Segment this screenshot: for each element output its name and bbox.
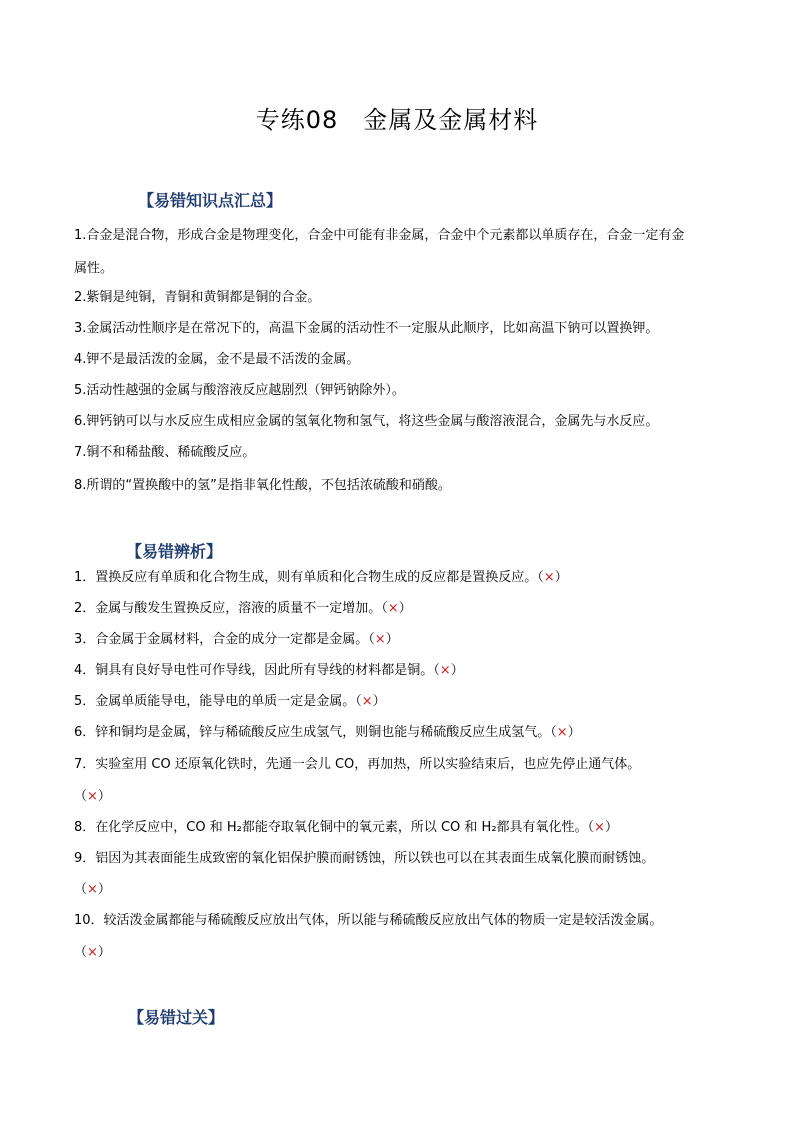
- wrong-mark: ×: [556, 725, 568, 740]
- knowledge-item: 4.钾不是最活泼的金属，金不是最不活泼的金属。: [74, 352, 360, 367]
- section-heading-analysis: 【易错辨析】: [126, 542, 223, 561]
- knowledge-item: 2.紫铜是纯铜，青铜和黄铜都是铜的合金。: [74, 290, 321, 305]
- section-heading-practice: 【易错过关】: [128, 1008, 225, 1027]
- analysis-item: 4．铜具有良好导电性可作导线，因此所有导线的材料都是铜。（×）: [74, 663, 464, 678]
- wrong-mark: ×: [594, 820, 605, 835]
- analysis-item: 3．合金属于金属材料，合金的成分一定都是金属。（×）: [74, 632, 399, 647]
- page-title: 专练08 金属及金属材料: [255, 106, 539, 134]
- analysis-item-continuation: （×）: [74, 789, 111, 804]
- analysis-item: 9．铝因为其表面能生成致密的氧化铝保护膜而耐锈蚀，所以铁也可以在其表面生成氧化膜而耐锈蚀。: [74, 851, 655, 866]
- wrong-mark: ×: [387, 601, 399, 616]
- wrong-mark: ×: [374, 632, 386, 647]
- wrong-mark: ×: [87, 882, 98, 897]
- analysis-item: 1．置换反应有单质和化合物生成，则有单质和化合物生成的反应都是置换反应。（×）: [74, 570, 568, 585]
- knowledge-item: 3.金属活动性顺序是在常况下的，高温下金属的活动性不一定服从此顺序，比如高温下钠可以置换钾。: [74, 321, 659, 336]
- analysis-item-continuation: （×）: [74, 945, 111, 960]
- wrong-mark: ×: [87, 945, 98, 960]
- wrong-mark: ×: [439, 663, 451, 678]
- knowledge-item: 7.铜不和稀盐酸、稀硫酸反应。: [74, 445, 256, 460]
- section-heading-knowledge: 【易错知识点汇总】: [138, 191, 283, 210]
- knowledge-item: 8.所谓的“置换酸中的氢”是指非氧化性酸，不包括浓硫酸和硝酸。: [74, 478, 451, 493]
- wrong-mark: ×: [87, 789, 98, 804]
- knowledge-item: 5.活动性越强的金属与酸溶液反应越剧烈（钾钙钠除外）。: [74, 383, 405, 398]
- analysis-item: 10．较活泼金属都能与稀硫酸反应放出气体，所以能与稀硫酸反应放出气体的物质一定是较活泼金属。: [74, 913, 663, 928]
- wrong-mark: ×: [361, 694, 373, 709]
- wrong-mark: ×: [543, 570, 555, 585]
- analysis-item: 6．锌和铜均是金属，锌与稀硫酸反应生成氢气，则铜也能与稀硫酸反应生成氢气。（×）: [74, 725, 581, 740]
- analysis-item: 2．金属与酸发生置换反应，溶液的质量不一定增加。（×）: [74, 601, 412, 616]
- analysis-item: 8．在化学反应中，CO 和 H₂都能夺取氧化铜中的氧元素，所以 CO 和 H₂都具有氧化性。（×）: [74, 820, 618, 835]
- knowledge-item: 6.钾钙钠可以与水反应生成相应金属的氢氧化物和氢气，将这些金属与酸溶液混合，金属先与水反应。: [74, 414, 659, 429]
- analysis-item: 7．实验室用 CO 还原氧化铁时，先通一会儿 CO，再加热，所以实验结束后，也应先停止通气体。: [74, 757, 641, 772]
- knowledge-item: 属性。: [74, 261, 114, 276]
- analysis-item: 5．金属单质能导电，能导电的单质一定是金属。（×）: [74, 694, 386, 709]
- knowledge-item: 1.合金是混合物，形成合金是物理变化，合金中可能有非金属，合金中个元素都以单质存在，合金一定有金: [74, 228, 685, 243]
- analysis-item-continuation: （×）: [74, 882, 111, 897]
